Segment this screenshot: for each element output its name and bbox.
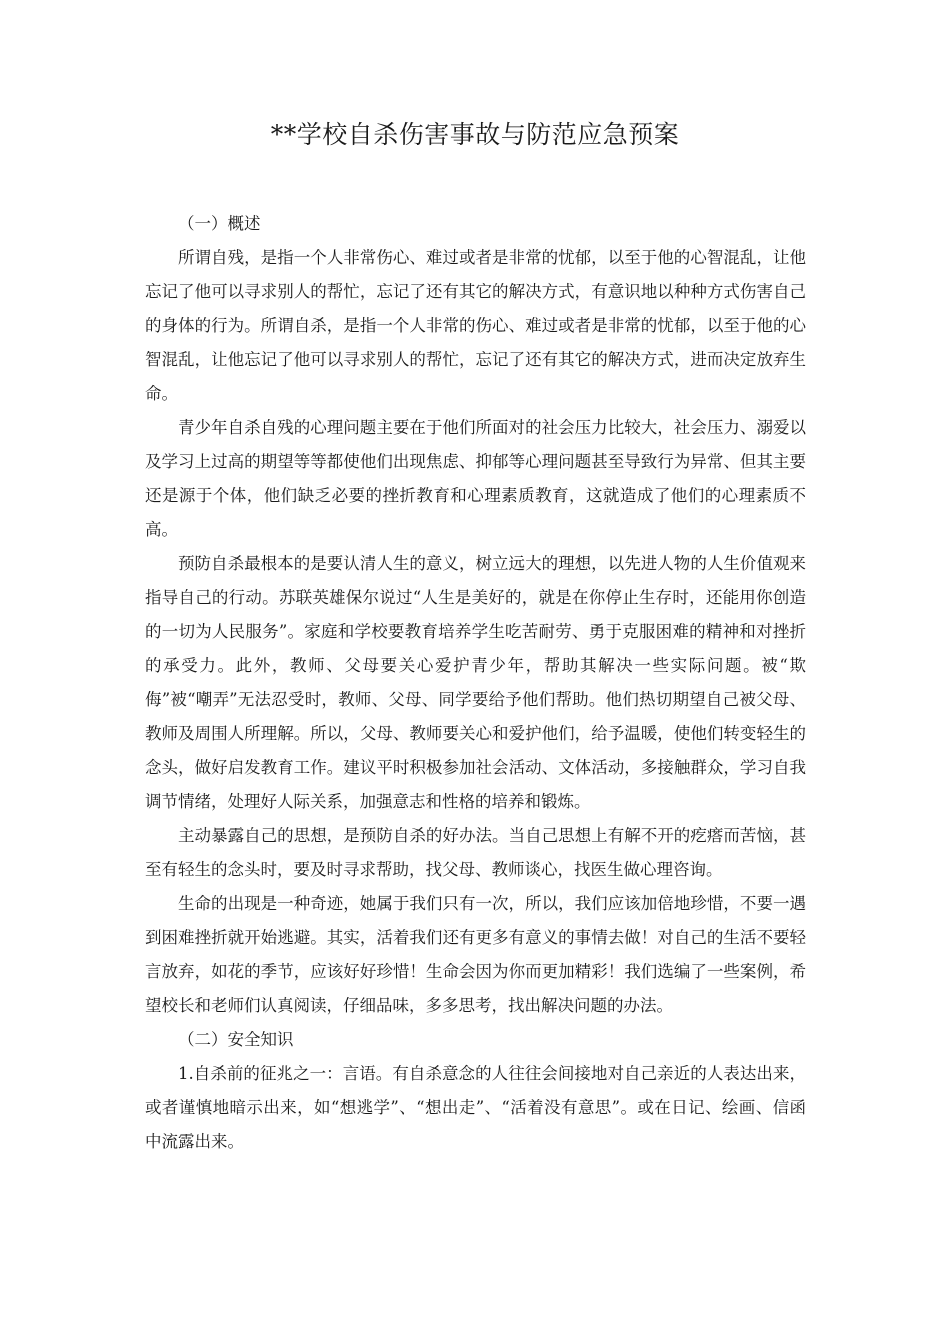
paragraph-value-of-life: 生命的出现是一种奇迹，她属于我们只有一次，所以，我们应该加倍地珍惜，不要一遇到困难挫折就开始逃避。其实，活着我们还有更多有意义的事情去做！对自己的生活不要轻言放弃，如花的季节，应该好好珍惜！生命会因为你而更加精彩！我们选编了一些案例，希望校长和老师们认真阅读，仔细品味，多多思考，找出解决问题的办法。	[145, 894, 806, 1015]
document-body	[145, 207, 806, 1159]
section-heading-overview: （一）概述	[178, 214, 261, 233]
paragraph-causes: 青少年自杀自残的心理问题主要在于他们所面对的社会压力比较大，社会压力、溺爱以及学习上过高的期望等等都使他们出现焦虑、抑郁等心理问题甚至导致行为异常、但其主要还是源于个体，他们缺乏必要的挫折教育和心理素质教育，这就造成了他们的心理素质不高。	[145, 418, 806, 539]
paragraph-prevention: 预防自杀最根本的是要认清人生的意义，树立远大的理想，以先进人物的人生价值观来指导自己的行动。苏联英雄保尔说过“人生是美好的，就是在你停止生存时，还能用你创造的一切为人民服务”。家庭和学校要教育培养学生吃苦耐劳、勇于克服困难的精神和对挫折的承受力。此外，教师、父母要关心爱护青少年，帮助其解决一些实际问题。被“欺侮”被“嘲弄”无法忍受时，教师、父母、同学要给予他们帮助。他们热切期望自己被父母、教师及周围人所理解。所以，父母、教师要关心和爱护他们，给予温暖，使他们转变轻生的念头，做好启发教育工作。建议平时积极参加社会活动、文体活动，多接触群众，学习自我调节情绪，处理好人际关系，加强意志和性格的培养和锻炼。	[145, 554, 806, 811]
paragraph-warning-sign-1: 1.自杀前的征兆之一：言语。有自杀意念的人往往会间接地对自己亲近的人表达出来，或者谨慎地暗示出来，如“想逃学”、“想出走”、“活着没有意思”。或在日记、绘画、信函中流露出来。	[145, 1064, 806, 1151]
document-title: **学校自杀伤害事故与防范应急预案	[270, 120, 680, 149]
paragraph-definition: 所谓自残，是指一个人非常伤心、难过或者是非常的忧郁，以至于他的心智混乱，让他忘记了他可以寻求别人的帮忙，忘记了还有其它的解决方式，有意识地以种种方式伤害自己的身体的行为。所谓自杀，是指一个人非常的伤心、难过或者是非常的忧郁，以至于他的心智混乱，让他忘记了他可以寻求别人的帮忙，忘记了还有其它的解决方式，进而决定放弃生命。	[145, 248, 806, 403]
paragraph-self-disclosure: 主动暴露自己的思想，是预防自杀的好办法。当自己思想上有解不开的疙瘩而苦恼，甚至有轻生的念头时，要及时寻求帮助，找父母、教师谈心，找医生做心理咨询。	[145, 826, 806, 879]
section-heading-safety-knowledge: （二）安全知识	[178, 1030, 294, 1049]
